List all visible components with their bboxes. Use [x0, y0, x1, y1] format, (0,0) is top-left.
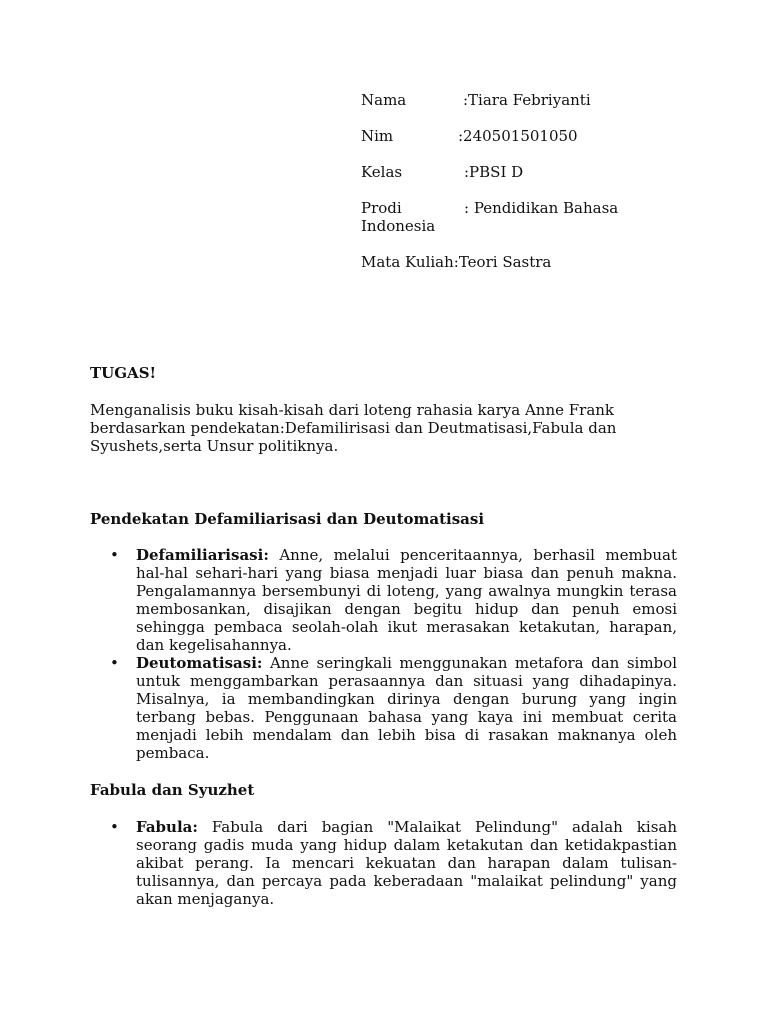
item-term: Defamiliarisasi:: [136, 546, 269, 564]
kelas-value: :PBSI D: [464, 163, 524, 181]
list-item: [90, 818, 677, 908]
tugas-intro: Menganalisis buku kisah-kisah dari loteng rahasia karya Anne Frank berdasarkan pendekatan:Defamilirisasi dan Deutmatisasi,Fabula dan Syushets,serta Unsur politiknya.: [90, 401, 617, 455]
bullet-icon: •: [110, 654, 119, 672]
identity-kelas: [361, 163, 661, 181]
nim-label: Nim: [361, 127, 394, 145]
bullet-icon: •: [110, 818, 119, 836]
section2-title: Fabula dan Syuzhet: [90, 781, 255, 799]
identity-block: [361, 91, 661, 289]
prodi-value-continuation: Indonesia: [361, 217, 436, 235]
identity-nim: [361, 127, 661, 145]
mata-kuliah-label: Mata Kuliah: [361, 253, 454, 271]
tugas-title: TUGAS!: [90, 364, 157, 382]
list-item: [90, 546, 677, 654]
identity-nama: [361, 91, 661, 109]
bullet-icon: •: [110, 546, 119, 564]
list-item: [90, 654, 677, 762]
prodi-value: : Pendidikan Bahasa: [464, 199, 619, 217]
item-term: Deutomatisasi:: [136, 654, 263, 672]
item-term: Fabula:: [136, 818, 198, 836]
kelas-label: Kelas: [361, 163, 403, 181]
nama-value: :Tiara Febriyanti: [463, 91, 591, 109]
nim-value: :240501501050: [458, 127, 578, 145]
mata-kuliah-value: :Teori Sastra: [453, 253, 552, 271]
section1-title: Pendekatan Defamiliarisasi dan Deutomatisasi: [90, 510, 485, 528]
item-text: Anne, melalui penceritaannya, berhasil membuat hal-hal sehari-hari yang biasa menjadi luar biasa dan penuh makna. Pengalamannya bersembunyi di loteng, yang awalnya mungkin terasa membosankan, disajikan dengan begitu hidup dan penuh emosi sehingga pembaca seolah-olah ikut merasakan ketakutan, harapan, dan kegelisahannya.: [136, 546, 677, 654]
section1-list: [90, 546, 677, 762]
item-text: Anne seringkali menggunakan metafora dan simbol untuk menggambarkan perasaannya dan situasi yang dihadapinya. Misalnya, ia membandingkan dirinya dengan burung yang ingin terbang bebas. Penggunaan bahasa yang kaya ini membuat cerita menjadi lebih mendalam dan lebih bisa di rasakan maknanya oleh pembaca.: [136, 654, 677, 762]
section2-list: [90, 818, 677, 908]
identity-prodi: [361, 199, 661, 235]
item-text: Fabula dari bagian "Malaikat Pelindung" adalah kisah seorang gadis muda yang hidup dalam ketakutan dan ketidakpastian akibat perang. Ia mencari kekuatan dan harapan dalam tulisan-tulisannya, dan percaya pada keberadaan "malaikat pelindung" yang akan menjaganya.: [136, 818, 677, 908]
nama-label: Nama: [361, 91, 407, 109]
prodi-label: Prodi: [361, 199, 402, 217]
identity-mata-kuliah: [361, 253, 661, 271]
